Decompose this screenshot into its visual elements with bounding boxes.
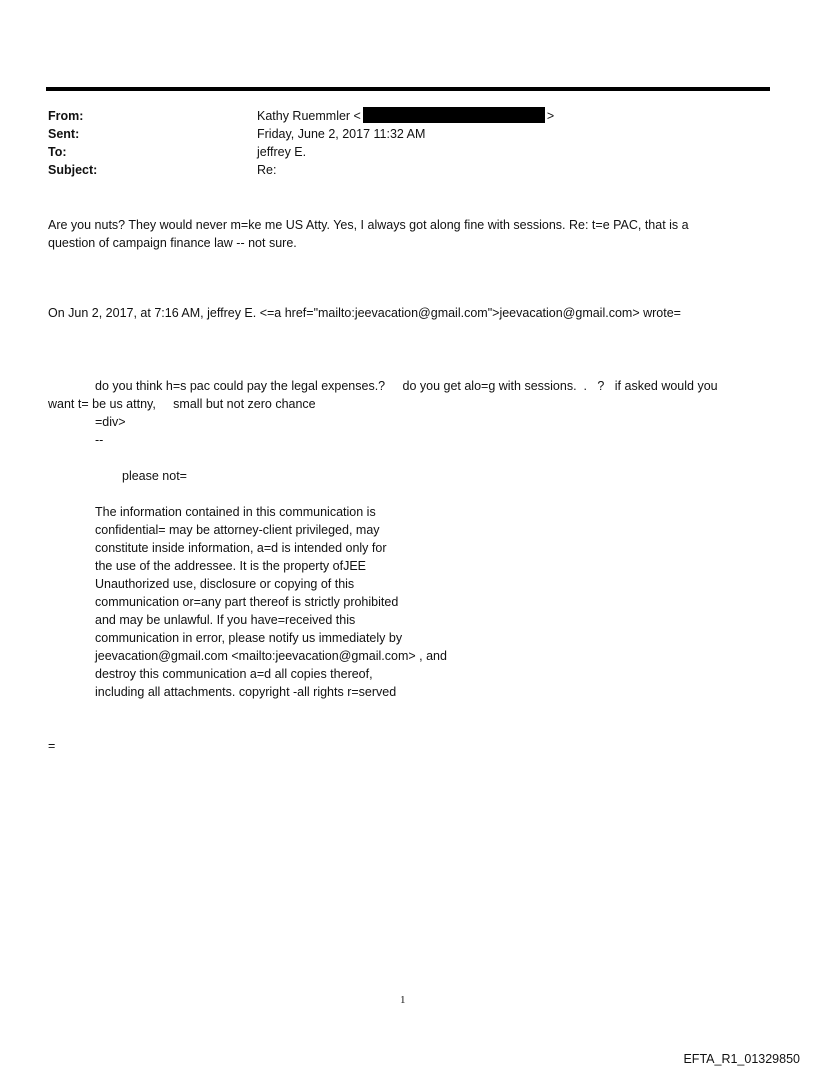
page-number: 1	[400, 994, 406, 1006]
disclaimer-line: constitute inside information, a=d is intended only for	[95, 541, 387, 555]
subject-label: Subject:	[48, 163, 98, 177]
quote-header: On Jun 2, 2017, at 7:16 AM, jeffrey E. <=a href="mailto:jeevacation@gmail.com">jeevacation@gmail.com> wrote=	[48, 306, 681, 320]
header-rule	[46, 87, 770, 91]
from-close: >	[546, 109, 555, 123]
disclaimer-line: The information contained in this communication is	[95, 505, 376, 519]
quoted-line-1: do you think h=s pac could pay the legal expenses.? do you get alo=g with sessions. . ? if asked would you	[95, 379, 718, 393]
disclaimer	[95, 503, 515, 701]
from-name: Kathy Ruemmler <	[257, 109, 361, 123]
redaction-box	[363, 107, 545, 123]
quoted-message	[48, 377, 768, 449]
subject-row	[48, 161, 768, 179]
sent-value: Friday, June 2, 2017 11:32 AM	[257, 127, 426, 141]
from-label: From:	[48, 109, 84, 123]
sent-label: Sent:	[48, 127, 80, 141]
to-row	[48, 143, 768, 161]
disclaimer-line: the use of the addressee. It is the property ofJEE	[95, 559, 366, 573]
reply-body	[48, 216, 768, 252]
from-row	[48, 107, 768, 125]
disclaimer-line: communication in error, please notify us immediately by	[95, 631, 403, 645]
disclaimer-line: destroy this communication a=d all copies thereof,	[95, 667, 373, 681]
trailing-mark: =	[48, 739, 56, 753]
quoted-line-2: want t= be us attny, small but not zero chance	[48, 397, 316, 411]
quoted-line-3: =div>	[95, 415, 126, 429]
reply-line-1: Are you nuts? They would never m=ke me US Atty. Yes, I always got along fine with sessions. Re: t=e PAC, that is a	[48, 218, 689, 232]
disclaimer-line: confidential= may be attorney-client privileged, may	[95, 523, 380, 537]
document-id: EFTA_R1_01329850	[683, 1052, 800, 1066]
disclaimer-line: and may be unlawful. If you have=received this	[95, 613, 356, 627]
from-value	[257, 107, 554, 125]
disclaimer-line: communication or=any part thereof is strictly prohibited	[95, 595, 399, 609]
reply-line-2: question of campaign finance law -- not sure.	[48, 236, 297, 250]
please-note	[48, 467, 768, 485]
subject-value: Re:	[257, 163, 277, 177]
please-note-text: please not=	[122, 469, 187, 483]
disclaimer-line: jeevacation@gmail.com <mailto:jeevacation@gmail.com> , and	[95, 649, 447, 663]
disclaimer-line: Unauthorized use, disclosure or copying of this	[95, 577, 355, 591]
to-value: jeffrey E.	[257, 145, 307, 159]
to-label: To:	[48, 145, 67, 159]
disclaimer-line: including all attachments. copyright -all rights r=served	[95, 685, 397, 699]
email-header	[48, 107, 768, 179]
quoted-line-4: --	[95, 433, 104, 447]
sent-row	[48, 125, 768, 143]
